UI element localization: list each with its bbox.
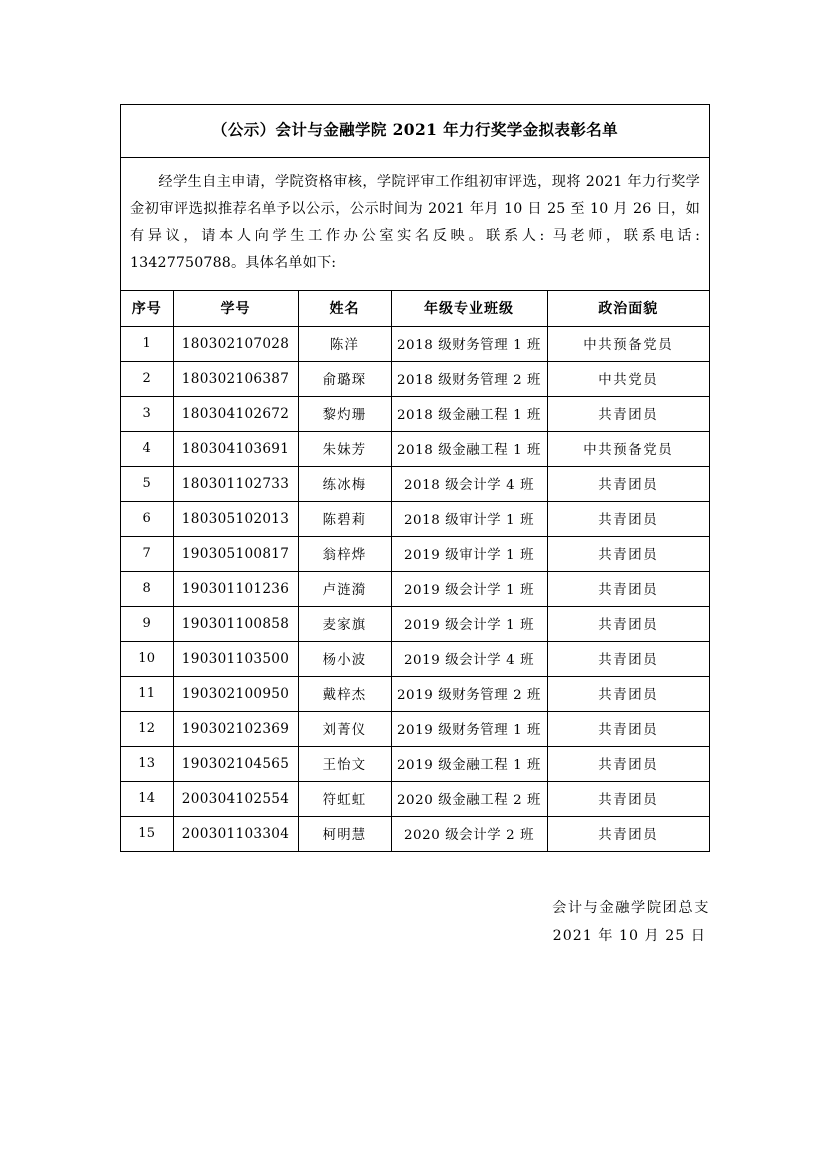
table-row [121, 781, 709, 816]
cell-index: 13 [121, 746, 173, 781]
cell-student-id: 200304102554 [173, 781, 298, 816]
cell-student-id: 180302107028 [173, 326, 298, 361]
cell-index: 8 [121, 571, 173, 606]
cell-political-status: 共青团员 [547, 571, 709, 606]
cell-political-status: 中共预备党员 [547, 431, 709, 466]
cell-name: 黎灼珊 [298, 396, 391, 431]
cell-name: 陈碧莉 [298, 501, 391, 536]
table-row [121, 361, 709, 396]
cell-name: 卢涟漪 [298, 571, 391, 606]
cell-name: 戴梓杰 [298, 676, 391, 711]
cell-index: 2 [121, 361, 173, 396]
table-row [121, 641, 709, 676]
cell-political-status: 共青团员 [547, 711, 709, 746]
page-title: （公示）会计与金融学院 2021 年力行奖学金拟表彰名单 [211, 120, 619, 139]
cell-political-status: 共青团员 [547, 781, 709, 816]
table-row [121, 431, 709, 466]
cell-name: 练冰梅 [298, 466, 391, 501]
cell-index: 10 [121, 641, 173, 676]
cell-index: 9 [121, 606, 173, 641]
cell-political-status: 共青团员 [547, 501, 709, 536]
table-row [121, 501, 709, 536]
cell-student-id: 180305102013 [173, 501, 298, 536]
cell-name: 俞璐琛 [298, 361, 391, 396]
cell-political-status: 共青团员 [547, 676, 709, 711]
table-row [121, 676, 709, 711]
cell-political-status: 共青团员 [547, 816, 709, 851]
cell-class: 2018 级财务管理 2 班 [391, 361, 547, 396]
cell-name: 杨小波 [298, 641, 391, 676]
cell-political-status: 中共党员 [547, 361, 709, 396]
cell-class: 2019 级财务管理 1 班 [391, 711, 547, 746]
table-header [121, 291, 709, 327]
cell-political-status: 共青团员 [547, 536, 709, 571]
column-header-class: 年级专业班级 [391, 291, 547, 327]
cell-class: 2019 级审计学 1 班 [391, 536, 547, 571]
cell-political-status: 共青团员 [547, 641, 709, 676]
cell-class: 2018 级审计学 1 班 [391, 501, 547, 536]
table-row [121, 396, 709, 431]
column-header-index: 序号 [121, 291, 173, 327]
cell-political-status: 共青团员 [547, 606, 709, 641]
cell-class: 2018 级会计学 4 班 [391, 466, 547, 501]
cell-student-id: 190302102369 [173, 711, 298, 746]
cell-index: 15 [121, 816, 173, 851]
cell-index: 7 [121, 536, 173, 571]
cell-student-id: 180301102733 [173, 466, 298, 501]
cell-class: 2019 级财务管理 2 班 [391, 676, 547, 711]
table-row [121, 536, 709, 571]
cell-student-id: 190305100817 [173, 536, 298, 571]
table-row [121, 746, 709, 781]
announcement-paragraph: 经学生自主申请，学院资格审核，学院评审工作组初审评选，现将 2021 年力行奖学金初审评选拟推荐名单予以公示，公示时间为 2021 年月 10 日 25 至 10 月 26 日，如有异议，请本人向学生工作办公室实名反映。联系人: 马老师，联系电话: 13427750788。具体名单如下: [130, 173, 700, 272]
cell-name: 柯明慧 [298, 816, 391, 851]
cell-name: 朱妹芳 [298, 431, 391, 466]
table-row [121, 326, 709, 361]
cell-name: 王怡文 [298, 746, 391, 781]
cell-name: 陈洋 [298, 326, 391, 361]
title-band [121, 105, 709, 158]
cell-class: 2019 级会计学 1 班 [391, 606, 547, 641]
cell-class: 2019 级会计学 1 班 [391, 571, 547, 606]
cell-political-status: 共青团员 [547, 466, 709, 501]
table-row [121, 571, 709, 606]
table-body [121, 326, 709, 851]
signature-date: 2021 年 10 月 25 日 [552, 927, 706, 944]
column-header-student-id: 学号 [173, 291, 298, 327]
cell-political-status: 中共预备党员 [547, 326, 709, 361]
table-header-row [121, 291, 709, 327]
paragraph-band [121, 158, 709, 291]
cell-class: 2020 级金融工程 2 班 [391, 781, 547, 816]
cell-class: 2018 级财务管理 1 班 [391, 326, 547, 361]
cell-index: 12 [121, 711, 173, 746]
cell-student-id: 180304103691 [173, 431, 298, 466]
cell-index: 6 [121, 501, 173, 536]
cell-political-status: 共青团员 [547, 746, 709, 781]
signature-block [552, 895, 710, 950]
cell-student-id: 190302104565 [173, 746, 298, 781]
table-row [121, 816, 709, 851]
cell-class: 2018 级金融工程 1 班 [391, 396, 547, 431]
cell-class: 2018 级金融工程 1 班 [391, 431, 547, 466]
cell-student-id: 200301103304 [173, 816, 298, 851]
cell-index: 11 [121, 676, 173, 711]
cell-index: 4 [121, 431, 173, 466]
column-header-name: 姓名 [298, 291, 391, 327]
cell-index: 14 [121, 781, 173, 816]
cell-name: 刘菁仪 [298, 711, 391, 746]
cell-class: 2020 级会计学 2 班 [391, 816, 547, 851]
cell-index: 5 [121, 466, 173, 501]
cell-student-id: 190301100858 [173, 606, 298, 641]
cell-class: 2019 级金融工程 1 班 [391, 746, 547, 781]
cell-index: 3 [121, 396, 173, 431]
table-row [121, 606, 709, 641]
cell-name: 麦家旗 [298, 606, 391, 641]
cell-name: 符虹虹 [298, 781, 391, 816]
cell-index: 1 [121, 326, 173, 361]
cell-student-id: 180304102672 [173, 396, 298, 431]
signature-issuer: 会计与金融学院团总支 [552, 900, 710, 916]
recipients-table [121, 291, 709, 852]
document-body-block [120, 104, 710, 852]
cell-student-id: 190301103500 [173, 641, 298, 676]
cell-student-id: 190302100950 [173, 676, 298, 711]
cell-student-id: 190301101236 [173, 571, 298, 606]
cell-student-id: 180302106387 [173, 361, 298, 396]
cell-class: 2019 级会计学 4 班 [391, 641, 547, 676]
column-header-political-status: 政治面貌 [547, 291, 709, 327]
table-row [121, 466, 709, 501]
cell-political-status: 共青团员 [547, 396, 709, 431]
cell-name: 翁梓烨 [298, 536, 391, 571]
table-row [121, 711, 709, 746]
